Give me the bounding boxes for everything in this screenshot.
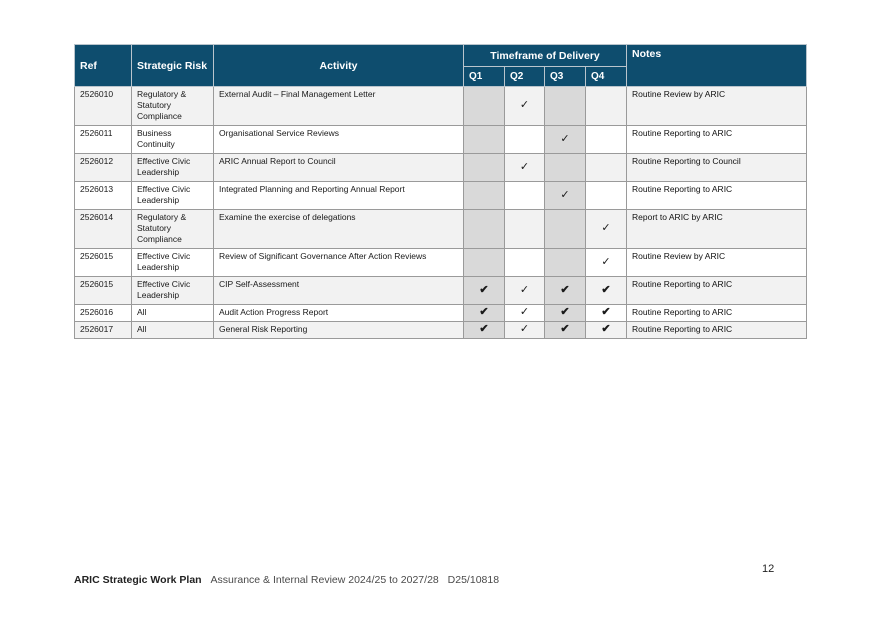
activity-cell: CIP Self-Assessment — [214, 277, 464, 305]
header-q3: Q3 — [545, 67, 586, 87]
notes-cell: Routine Reporting to ARIC — [627, 322, 807, 339]
table-row — [75, 322, 807, 339]
ref-cell: 2526013 — [75, 182, 132, 210]
risk-cell: Business Continuity — [132, 126, 214, 154]
q4-check: ✓ — [586, 249, 627, 277]
header-q2: Q2 — [505, 67, 545, 87]
q3-check — [545, 154, 586, 182]
q3-check — [545, 249, 586, 277]
activity-cell: External Audit – Final Management Letter — [214, 87, 464, 126]
notes-cell: Routine Review by ARIC — [627, 87, 807, 126]
q3-check — [545, 87, 586, 126]
table-row — [75, 126, 807, 154]
ref-cell: 2526012 — [75, 154, 132, 182]
header-ref: Ref — [75, 45, 132, 87]
work-plan-table — [74, 44, 807, 339]
q4-check — [586, 87, 627, 126]
activity-cell: Audit Action Progress Report — [214, 305, 464, 322]
q1-check — [464, 182, 505, 210]
header-notes: Notes — [627, 45, 807, 87]
notes-cell: Report to ARIC by ARIC — [627, 210, 807, 249]
q3-check: ✔ — [545, 322, 586, 339]
risk-cell: Effective Civic Leadership — [132, 154, 214, 182]
notes-cell: Routine Reporting to ARIC — [627, 277, 807, 305]
q3-check — [545, 210, 586, 249]
q4-check: ✔ — [586, 322, 627, 339]
q2-check — [505, 249, 545, 277]
q1-check — [464, 126, 505, 154]
q1-check: ✔ — [464, 305, 505, 322]
page-number: 12 — [762, 563, 775, 575]
q1-check — [464, 87, 505, 126]
ref-cell: 2526015 — [75, 277, 132, 305]
footer-doc-ref: D25/10818 — [447, 574, 500, 586]
ref-cell: 2526016 — [75, 305, 132, 322]
ref-cell: 2526017 — [75, 322, 132, 339]
q3-check: ✔ — [545, 277, 586, 305]
q2-check: ✓ — [505, 277, 545, 305]
q1-check: ✔ — [464, 322, 505, 339]
activity-cell: Integrated Planning and Reporting Annual Report — [214, 182, 464, 210]
q2-check: ✓ — [505, 87, 545, 126]
work-plan-table-container — [74, 44, 806, 339]
risk-cell: Regulatory & Statutory Compliance — [132, 210, 214, 249]
q3-check: ✓ — [545, 126, 586, 154]
table-row — [75, 182, 807, 210]
table-row — [75, 249, 807, 277]
footer-subtitle: Assurance & Internal Review 2024/25 to 2027/28 — [210, 574, 439, 586]
activity-cell: ARIC Annual Report to Council — [214, 154, 464, 182]
header-q4: Q4 — [586, 67, 627, 87]
risk-cell: All — [132, 322, 214, 339]
q2-check: ✓ — [505, 154, 545, 182]
q3-check: ✓ — [545, 182, 586, 210]
q4-check: ✓ — [586, 210, 627, 249]
activity-cell: Organisational Service Reviews — [214, 126, 464, 154]
risk-cell: Regulatory & Statutory Compliance — [132, 87, 214, 126]
header-row — [75, 45, 807, 67]
footer-title: ARIC Strategic Work Plan — [74, 574, 202, 586]
ref-cell: 2526011 — [75, 126, 132, 154]
risk-cell: Effective Civic Leadership — [132, 182, 214, 210]
header-activity: Activity — [214, 45, 464, 87]
risk-cell: Effective Civic Leadership — [132, 277, 214, 305]
risk-cell: All — [132, 305, 214, 322]
ref-cell: 2526010 — [75, 87, 132, 126]
q1-check — [464, 210, 505, 249]
table-row — [75, 154, 807, 182]
q2-check — [505, 210, 545, 249]
notes-cell: Routine Reporting to ARIC — [627, 305, 807, 322]
page-footer — [74, 574, 499, 586]
q3-check: ✔ — [545, 305, 586, 322]
table-row — [75, 305, 807, 322]
notes-cell: Routine Reporting to ARIC — [627, 182, 807, 210]
q2-check — [505, 126, 545, 154]
notes-cell: Routine Review by ARIC — [627, 249, 807, 277]
q2-check — [505, 182, 545, 210]
q4-check: ✔ — [586, 305, 627, 322]
activity-cell: Examine the exercise of delegations — [214, 210, 464, 249]
table-row — [75, 277, 807, 305]
q4-check — [586, 126, 627, 154]
notes-cell: Routine Reporting to Council — [627, 154, 807, 182]
q4-check: ✔ — [586, 277, 627, 305]
q1-check: ✔ — [464, 277, 505, 305]
table-row — [75, 210, 807, 249]
q4-check — [586, 154, 627, 182]
ref-cell: 2526014 — [75, 210, 132, 249]
q2-check: ✓ — [505, 305, 545, 322]
ref-cell: 2526015 — [75, 249, 132, 277]
activity-cell: General Risk Reporting — [214, 322, 464, 339]
q4-check — [586, 182, 627, 210]
q1-check — [464, 154, 505, 182]
header-strategic-risk: Strategic Risk — [132, 45, 214, 87]
notes-cell: Routine Reporting to ARIC — [627, 126, 807, 154]
activity-cell: Review of Significant Governance After Action Reviews — [214, 249, 464, 277]
header-timeframe: Timeframe of Delivery — [464, 45, 627, 67]
q1-check — [464, 249, 505, 277]
risk-cell: Effective Civic Leadership — [132, 249, 214, 277]
q2-check: ✓ — [505, 322, 545, 339]
header-q1: Q1 — [464, 67, 505, 87]
table-row — [75, 87, 807, 126]
